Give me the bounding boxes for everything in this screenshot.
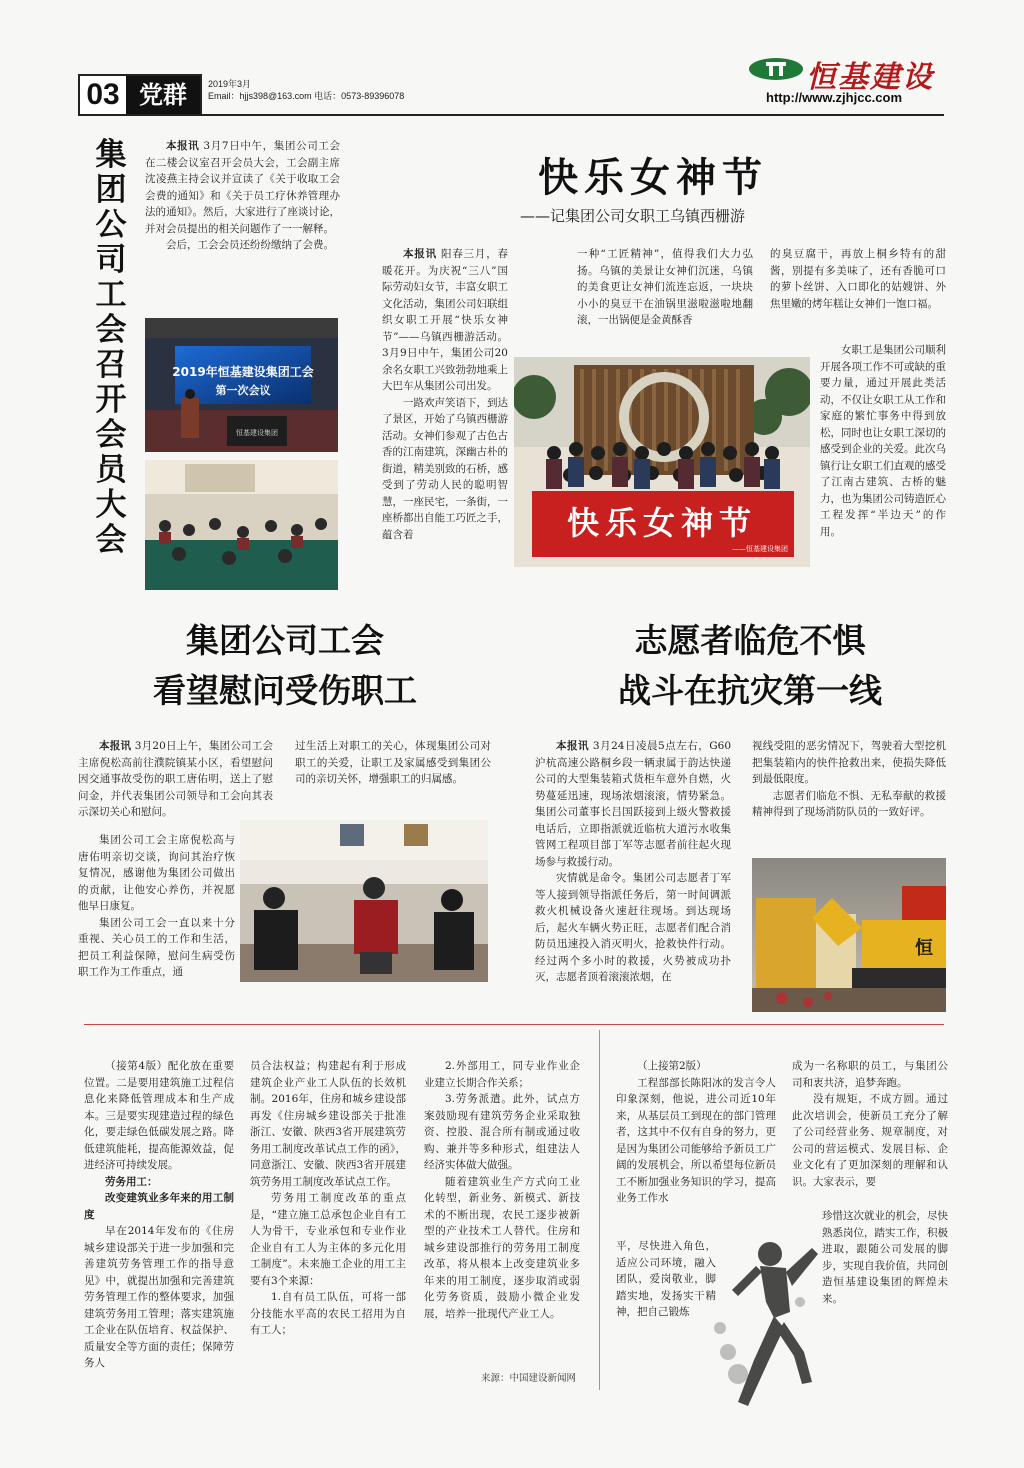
excavator-mark: 恒 <box>915 938 933 959</box>
article3-title-line2: 看望慰问受伤职工 <box>153 671 417 710</box>
article5-column1 <box>84 1058 234 1372</box>
article1-lead: 本报讯 <box>166 140 200 152</box>
article3-para4: 过生活上对职工的关心，体现集团公司对职工的关爱，让职工及家属感受到集团公司的亲切关怀，增强职工的归属感。 <box>295 740 491 785</box>
article2-para2: 一路欢声笑语下，到达了景区，开始了乌镇西栅游活动。女神们参观了古色古香的江南建筑，深幽古朴的街道，精美别致的石桥，感受到了劳动人民的聪明智慧，一座民宅，一条街，一座桥都出自能工巧匠之手，蕴含着 <box>382 396 508 541</box>
article6-para6: 珍惜这次就业的机会，尽快熟悉岗位，踏实工作，积极进取，跟随公司发展的脚步，实现自我价值，共同创造恒基建设集团的辉煌未来。 <box>822 1210 948 1305</box>
article2-para4: 的臭豆腐干，再放上桐乡特有的甜酱，别提有多美味了，还有香脆可口的萝卜丝饼、入口即化的姑嫂饼、外焦里嫩的烤年糕让女神们一饱口福。 <box>770 248 946 310</box>
article2-group-photo <box>514 357 810 567</box>
article4-title-line2: 战斗在抗灾第一线 <box>618 671 882 710</box>
article1-photo-meeting-stage <box>145 318 338 452</box>
runner-silhouette-icon <box>708 1232 826 1408</box>
article5-para7: 3.劳务派遣。此外，试点方案鼓励现有建筑劳务企业采取独资、控股、混合所有制或通过收购、兼并等多种形式，组建法人经济实体做大做强。 <box>424 1093 580 1171</box>
article6-column2b <box>822 1208 948 1307</box>
podium-logo-text: 恒基建设集团 <box>236 429 278 437</box>
header-rule <box>78 114 944 116</box>
article2-subtitle: ——记集团公司女职工乌镇西栅游 <box>520 207 746 225</box>
article5-para5: 1.自有员工队伍，可将一部分技能水平高的农民工招用为自有工人； <box>250 1291 406 1336</box>
article6-para2: 工程部部长陈阳冰的发言令人印象深刻，他说，进公司近10年来，从基层员工到现在的部门管理者，这其中不仅有自身的努力，更是因为集团公司能够给予新员工广阔的发展机会，所以希望每位新员工不断加强业务知识的学习，提高业务工作水 <box>616 1076 776 1204</box>
article3-visit-photo <box>240 820 488 982</box>
article1-para2: 会后，工会会员还纷纷缴纳了会费。 <box>166 239 334 251</box>
article3-title-line1: 集团公司工会 <box>186 621 384 660</box>
article5-subhead1: 劳务用工： <box>105 1175 158 1188</box>
article5-para4: 劳务用工制度改革的重点是，“建立施工总承包企业自有工人为骨干，专业承包和专业作业企业自有工人为主体的多元化用工制度”。未来施工企业的用工主要有3个来源： <box>250 1192 406 1287</box>
article4-fire-photo <box>752 858 946 1012</box>
article2-column3b <box>820 342 946 540</box>
contact-info: Email：hjjs398@163.com 电话：0573-89396078 <box>208 91 405 101</box>
section-name: 党群 <box>126 76 200 114</box>
article2-para5: 女职工是集团公司顺利开展各项工作不可或缺的重要力量，通过开展此类活动，不仅让女职工从工作和家庭的繁忙事务中得到放松，同时也让女职工深切的感受到企业的关爱。此次乌镇行让女职工们直观的感受了江南古建筑、古桥的魅力，也为集团公司铸造匠心工程发挥“半边天”的作用。 <box>820 344 946 538</box>
article1-body <box>145 138 340 254</box>
article2-column1 <box>382 246 508 543</box>
article6-para4: 成为一名称职的员工，与集团公司和衷共济，追梦奔跑。 <box>792 1060 948 1089</box>
article3-column1b <box>78 832 235 981</box>
article5-para6: 2.外部用工，同专业作业企业建立长期合作关系； <box>424 1060 580 1089</box>
article6-column2a <box>792 1058 948 1190</box>
article1-title: 集团公司工会召开会员大会 <box>95 137 127 558</box>
banner-signature: ——恒基建设集团 <box>732 545 788 553</box>
article5-para8: 随着建筑业生产方式向工业化转型，新业务、新模式、新技术的不断出现，农民工逐步被新型的产业技术工人替代。住房和城乡建设部推行的劳务用工制度改革，将从根本上改变建筑业多年来的用工制度，逐步取消或弱化劳务资质，鼓励小微企业发展，培养一批现代产业工人。 <box>424 1175 580 1320</box>
article2-para1: 阳春三月，春暖花开。为庆祝“三八”国际劳动妇女节，丰富女职工文化活动，集团公司妇联组织女职工开展“快乐女神节”——乌镇西栅游活动。3月9日中午，集团公司20余名女职工兴致勃勃地乘上大巴车从集团公司出发。 <box>382 248 509 392</box>
page-number-box <box>78 74 202 116</box>
article2-lead: 本报讯 <box>403 248 437 260</box>
brand-logo-icon <box>748 56 804 82</box>
page-number: 03 <box>86 78 120 111</box>
article4-column1 <box>535 738 731 986</box>
article5-source: 来源：中国建设新闻网 <box>481 1373 577 1384</box>
issue-date: 2019年3月 <box>208 79 252 89</box>
article5-para2: 早在2014年发布的《住房城乡建设部关于进一步加强和完善建筑劳务管理工作的指导意见》中，就提出加强和完善建筑劳务管理工作的整体要求，加强建筑劳务用工管理；落实建筑施工企业在队伍培育、权益保护、质量安全等方面的责任；保障劳务人 <box>84 1225 234 1369</box>
article5-para3: 员合法权益；构建起有利于形成建筑企业产业工人队伍的长效机制。2016年，住房和城乡建设部再发《住房城乡建设部关于批准浙江、安徽、陕西3省开展建筑劳务用工制度改革试点工作的函》，同意浙江、安徽、陕西3省开展建筑劳务用工制度改革试点工作。 <box>250 1060 406 1188</box>
article3-para2: 集团公司工会主席倪松高与唐佑明亲切交谈，询问其治疗恢复情况，感谢他为集团公司做出的贡献，让他安心养伤，并祝愿他早日康复。 <box>78 834 235 912</box>
article2-column3a <box>770 246 946 312</box>
meeting-screen-line2: 第一次会议 <box>215 384 271 397</box>
article6-para5: 没有规矩，不成方圆。通过此次培训会，使新员工充分了解了公司经营业务、规章制度，对公司的营运模式、发展目标、企业文化有了更加深刻的理解和认识。大家表示，要 <box>792 1093 948 1188</box>
article3-para3: 集团公司工会一直以来十分重视、关心员工的工作和生活，把员工利益保障，慰问生病受伤职工作为工作重点，通 <box>78 916 235 978</box>
article5-para1: （接第4版）配化放在重要位置。二是要用建筑施工过程信息化来降低管理成本和生产成本。三是要实现建造过程的绿色化，要走绿色低碳发展之路。降低建筑能耗，提高能源效益，促进经济可持续发展。 <box>84 1060 234 1171</box>
article5-column2 <box>250 1058 406 1339</box>
article4-para1: 3月24日凌晨5点左右，G60沪杭高速公路桐乡段一辆隶属于韵达快递公司的大型集装箱式货柜车意外自燃，火势蔓延迅速，现场浓烟滚滚，情势紧急。集团公司董事长吕国跃接到上级火警救援电话后，立即指派就近临杭大道污水收集管网工程项目部丁军等志愿者前往起火现场参与救援行动。 <box>535 740 732 868</box>
article4-title <box>560 616 940 716</box>
article6-para3: 平，尽快进入角色，适应公司环境，融入团队，爱岗敬业，脚踏实地，发扬实干精神，把自己锻炼 <box>616 1240 716 1318</box>
article5-column3 <box>424 1058 580 1322</box>
article4-para2: 灾情就是命令。集团公司志愿者丁军等人接到领导指派任务后，第一时间调派救火机械设备火速赶往现场。到达现场后，起火车辆火势正旺，志愿者们配合消防员迅速投入消灭明火，抢救快件行动。经过两个多小时的救援，火势被成功扑灭，志愿者顶着滚滚浓烟，在 <box>535 872 731 983</box>
banner-text: 快乐女神节 <box>566 504 758 542</box>
issue-meta <box>208 78 404 102</box>
article6-column1b <box>616 1238 716 1321</box>
article3-para1: 3月20日上午，集团公司工会主席倪松高前往濮院镇某小区，看望慰问因交通事故受伤的职工唐佑明，送上了慰问金，并代表集团公司领导和工会向其表示深切关心和慰问。 <box>78 740 274 818</box>
article2-para3: 一种“工匠精神”，值得我们大力弘扬。乌镇的美景让女神们沉迷，乌镇的美食更让女神们流连忘返，一块块小小的臭豆干在油锅里滋啦滋啦地翻滚，一出锅便是金黄酥香 <box>577 248 753 326</box>
article1-photo-audience <box>145 460 338 590</box>
article4-para4: 志愿者们临危不惧、无私奉献的救援精神得到了现场消防队员的一致好评。 <box>752 789 946 818</box>
article6-para1: （上接第2版） <box>637 1060 707 1072</box>
article6-column1a <box>616 1058 776 1207</box>
article3-column2 <box>295 738 491 788</box>
article4-para3: 视线受阻的恶劣情况下，驾驶着大型挖机把集装箱内的快件抢救出来，使损失降低到最低限度。 <box>752 740 946 785</box>
brand-name: 恒基建设 <box>806 60 934 95</box>
section-divider <box>84 1024 944 1025</box>
brand-url[interactable]: http://www.zjhjcc.com <box>766 90 903 105</box>
article2-title: 快乐女神节 <box>538 155 768 201</box>
article4-column2 <box>752 738 946 821</box>
article2-column2 <box>577 246 753 329</box>
article3-lead: 本报讯 <box>99 740 132 752</box>
article4-lead: 本报讯 <box>556 740 590 752</box>
column-divider <box>599 1030 600 1390</box>
article5-subhead2: 改变建筑业多年来的用工制度 <box>84 1192 234 1221</box>
article4-title-line1: 志愿者临危不惧 <box>634 621 866 660</box>
meeting-screen-line1: 2019年恒基建设集团工会 <box>172 365 314 379</box>
article3-column1a <box>78 738 273 821</box>
article1-para1: 3月7日中午，集团公司工会在二楼会议室召开会员大会，工会副主席沈凌燕主持会议并宣读了《关于收取工会会费的通知》和《关于员工疗休养管理办法的通知》。然后，大家进行了座谈讨论，并对会员提出的相关问题作了一一解释。 <box>145 140 340 235</box>
article3-title <box>100 616 470 716</box>
